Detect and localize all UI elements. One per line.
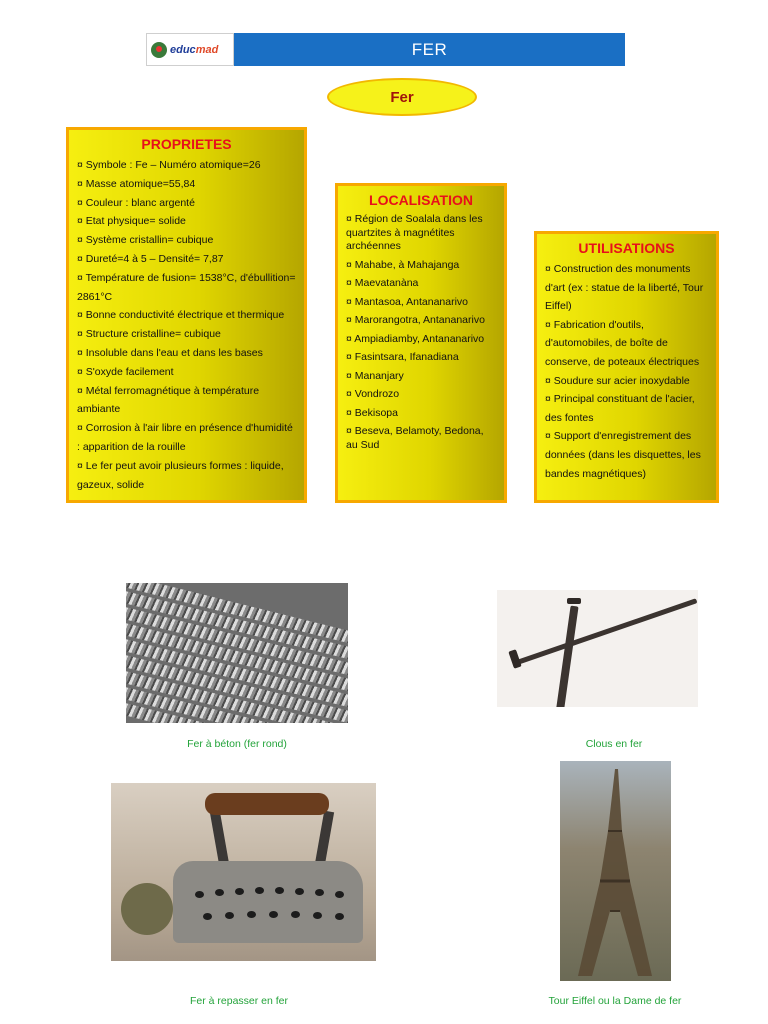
localisation-title: LOCALISATION <box>369 192 473 208</box>
list-item: ¤ Vondrozo <box>346 387 496 403</box>
utilisations-box <box>534 231 719 503</box>
logo-text: educmad <box>170 43 219 56</box>
list-item: ¤ Support d'enregistrement des données (dans les disquettes, les bandes magnétiques) <box>545 427 708 483</box>
list-item: ¤ Symbole : Fe – Numéro atomique=26 <box>77 156 296 175</box>
nails-caption: Clous en fer <box>585 738 643 750</box>
list-item: ¤ Fasintsara, Ifanadiana <box>346 350 496 366</box>
page-title-bar <box>234 33 625 66</box>
localisation-box <box>335 183 507 503</box>
element-badge <box>327 78 477 116</box>
list-item: ¤ Bekisopa <box>346 406 496 422</box>
eiffel-tower-icon <box>560 761 671 981</box>
iron-caption: Fer à repasser en fer <box>189 995 289 1007</box>
proprietes-box <box>66 127 307 503</box>
list-item: ¤ Fabrication d'outils, d'automobiles, de boîte de conserve, de poteaux électriques <box>545 316 708 372</box>
element-badge-label: Fer <box>390 88 414 106</box>
list-item: ¤ Mananjary <box>346 369 496 385</box>
nails-photo <box>497 590 698 707</box>
list-item: ¤ Ampiadiamby, Antananarivo <box>346 332 496 348</box>
list-item: ¤ Etat physique= solide <box>77 212 296 231</box>
list-item: ¤ Principal constituant de l'acier, des fontes <box>545 390 708 427</box>
list-item: ¤ Corrosion à l'air libre en présence d'humidité : apparition de la rouille <box>77 419 296 457</box>
list-item: ¤ Région de Soalala dans les quartzites à magnétites archéennes <box>346 212 496 255</box>
localisation-list <box>346 212 496 453</box>
utilisations-list <box>545 260 708 483</box>
list-item: ¤ Mahabe, à Mahajanga <box>346 258 496 274</box>
list-item: ¤ Insoluble dans l'eau et dans les bases <box>77 344 296 363</box>
utilisations-title: UTILISATIONS <box>578 240 675 256</box>
list-item: ¤ Masse atomique=55,84 <box>77 175 296 194</box>
list-item: ¤ Le fer peut avoir plusieurs formes : liquide, gazeux, solide <box>77 457 296 495</box>
globe-icon <box>151 42 167 58</box>
list-item: ¤ Soudure sur acier inoxydable <box>545 372 708 391</box>
list-item: ¤ Bonne conductivité électrique et thermique <box>77 306 296 325</box>
list-item: ¤ Métal ferromagnétique à température ambiante <box>77 382 296 420</box>
educmad-logo <box>146 33 234 66</box>
list-item: ¤ Maevatanàna <box>346 276 496 292</box>
eiffel-photo <box>560 761 671 981</box>
rebar-photo <box>126 583 348 723</box>
list-item: ¤ Marorangotra, Antananarivo <box>346 313 496 329</box>
list-item: ¤ Construction des monuments d'art (ex : statue de la liberté, Tour Eiffel) <box>545 260 708 316</box>
list-item: ¤ Dureté=4 à 5 – Densité= 7,87 <box>77 250 296 269</box>
eiffel-caption: Tour Eiffel ou la Dame de fer <box>548 995 682 1007</box>
list-item: ¤ Mantasoa, Antananarivo <box>346 295 496 311</box>
list-item: ¤ Système cristallin= cubique <box>77 231 296 250</box>
list-item: ¤ Température de fusion= 1538°C, d'ébullition= 2861°C <box>77 269 296 307</box>
list-item: ¤ S'oxyde facilement <box>77 363 296 382</box>
iron-photo <box>111 783 376 961</box>
proprietes-title: PROPRIETES <box>141 136 232 152</box>
list-item: ¤ Beseva, Belamoty, Bedona, au Sud <box>346 424 496 453</box>
rebar-caption: Fer à béton (fer rond) <box>187 738 287 750</box>
page-title: FER <box>411 39 448 59</box>
proprietes-list <box>77 156 296 494</box>
list-item: ¤ Structure cristalline= cubique <box>77 325 296 344</box>
list-item: ¤ Couleur : blanc argenté <box>77 194 296 213</box>
